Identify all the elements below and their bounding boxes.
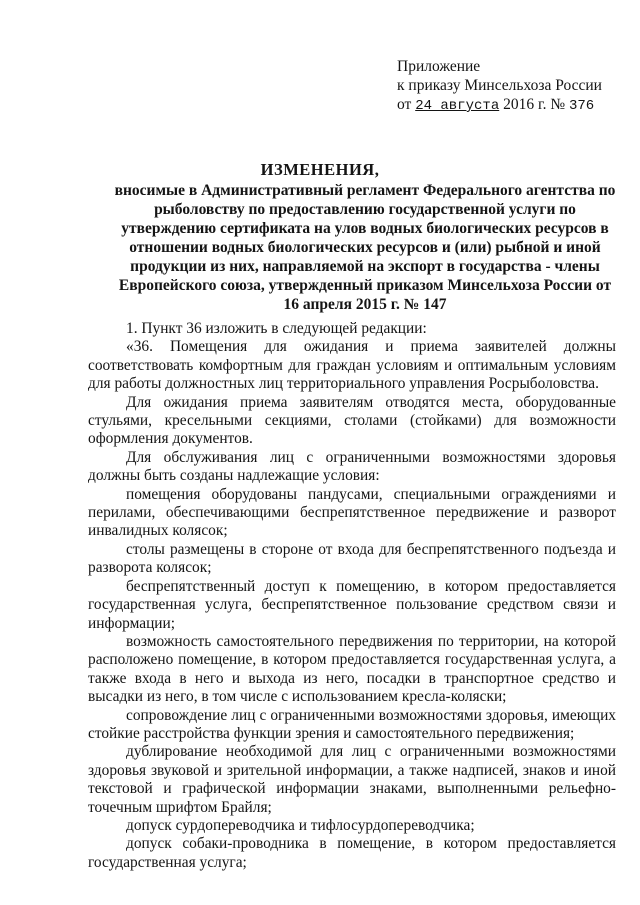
paragraph-12: допуск собаки-проводника в помещение, в котором предоставляется государственная услуга; <box>88 835 616 871</box>
appendix-date-line <box>397 95 602 116</box>
paragraph-2: «36. Помещения для ожидания и приема заявителей должны соответствовать комфортным для граждан условиям и оптимальным условиям для работы должностных лиц территориального управления Росрыболовства. <box>88 338 616 393</box>
date-suffix: 2016 г. № <box>503 96 566 113</box>
document-body <box>88 320 616 872</box>
paragraph-6: столы размещены в стороне от входа для беспрепятственного подъезда и разворота колясок; <box>88 540 616 577</box>
date-handwritten: 24 августа <box>415 98 500 114</box>
paragraph-8: возможность самостоятельного передвижения по территории, на которой расположено помещение, в котором предоставляется государственная услуга, а также входа в него и выхода из него, посадки в транспортное средство и высадки из него, в том числе с использованием кресла-коляски; <box>88 632 616 706</box>
paragraph-10: дублирование необходимой для лиц с ограниченными возможностями здоровья звуковой и зрительной информации, а также надписей, знаков и иной текстовой и графической информации знаками, выполненными рельефно-точечным шрифтом Брайля; <box>88 743 616 816</box>
paragraph-5: помещения оборудованы пандусами, специальными ограждениями и перилами, обеспечивающими беспрепятственное передвижение и разворот инвалидных колясок; <box>88 485 616 540</box>
paragraph-4: Для обслуживания лиц с ограниченными возможностями здоровья должны быть созданы надлежащие условия: <box>88 448 616 485</box>
appendix-label: Приложение <box>397 58 481 75</box>
document-title: ИЗМЕНЕНИЯ, <box>260 160 380 179</box>
date-prefix: от <box>397 96 412 113</box>
paragraph-3: Для ожидания приема заявителям отводятся места, оборудованные стульями, кресельными секциями, столами (стойками) для возможности оформления документов. <box>88 393 616 448</box>
appendix-order-ref: к приказу Минсельхоза России <box>397 77 602 94</box>
paragraph-11: допуск сурдопереводчика и тифлосурдопереводчика; <box>126 816 475 834</box>
paragraph-9: сопровождение лиц с ограниченными возможностями здоровья, имеющих стойкие расстройства функции зрения и самостоятельного передвижения; <box>88 706 616 742</box>
document-subtitle: вносимые в Административный регламент Федерального агентства по рыболовству по предоставлению государственной услуги по утверждению сертификата на улов водных биологических ресурсов в отношении водных биологических ресурсов и (или) рыбной и иной продукции из них, направляемой на экспорт в государства - члены Европейского союза, утвержденный приказом Минсельхоза России от 16 апреля 2015 г. № 147 <box>114 182 616 313</box>
order-number-handwritten: 376 <box>569 98 595 114</box>
paragraph-7: беспрепятственный доступ к помещению, в котором предоставляется государственная услуга, беспрепятственное пользование средством связи и информации; <box>88 577 616 632</box>
paragraph-1: 1. Пункт 36 изложить в следующей редакции: <box>126 320 427 337</box>
appendix-block <box>397 57 602 116</box>
